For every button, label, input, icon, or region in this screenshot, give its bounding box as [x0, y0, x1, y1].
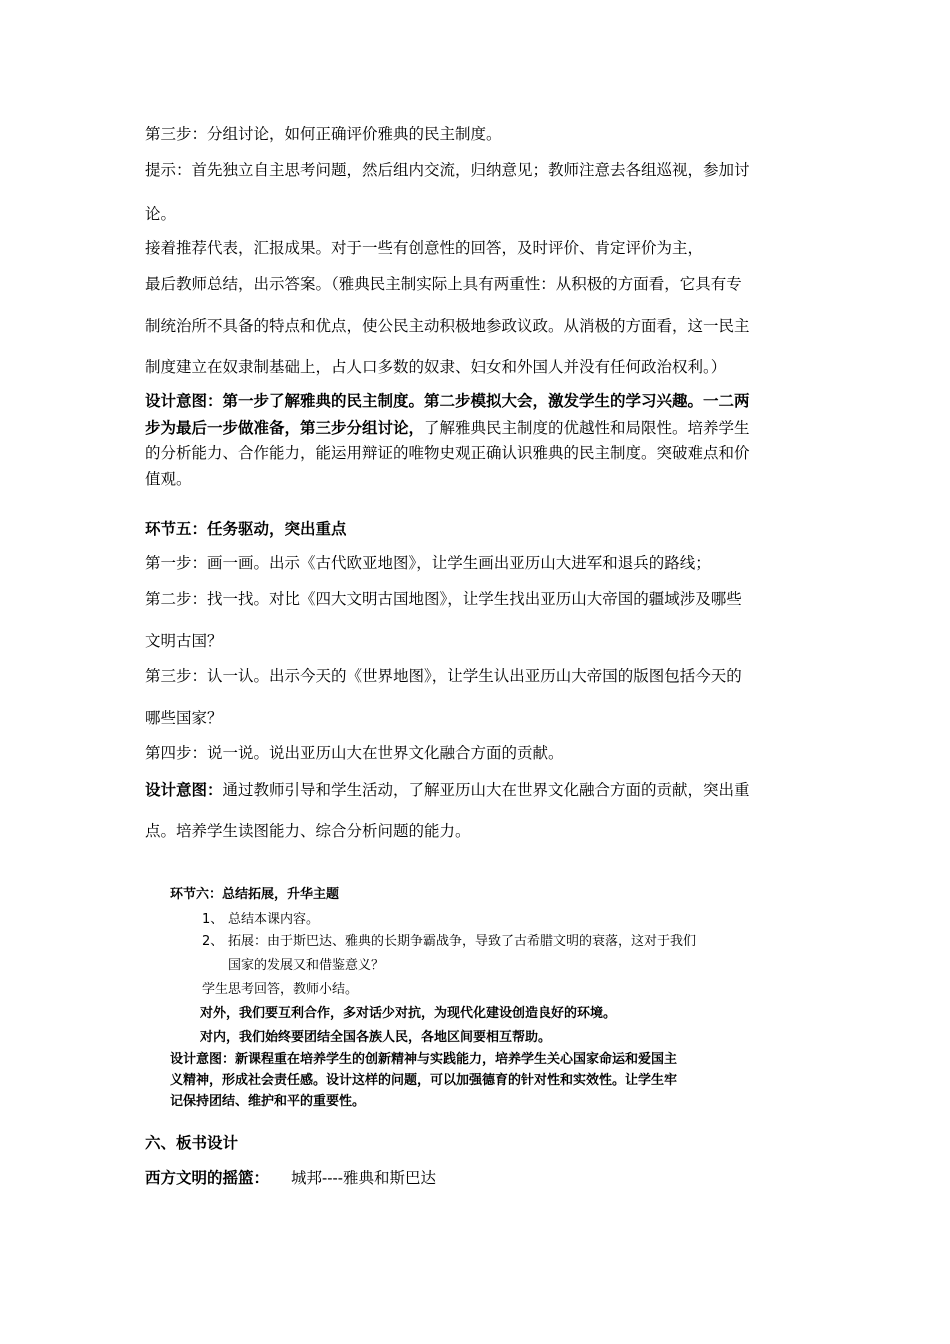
section6-item1-number: 1、 [202, 912, 224, 927]
paragraph-step3: 第三步：分组讨论，如何正确评价雅典的民主制度。 [145, 125, 502, 143]
section5-design-label: 设计意图： [145, 780, 223, 799]
design-intent-1-line2-bold: 步为最后一步做准备，第三步分组讨论， [145, 418, 425, 437]
paragraph-report: 接着推荐代表，汇报成果。对于一些有创意性的回答，及时评价、肯定评价为主， [145, 239, 704, 257]
hint-line2-text: 论。 [145, 205, 177, 223]
design-intent-1-line3: 的分析能力、合作能力，能运用辩证的唯物史观正确认识雅典的民主制度。突破难点和价 [145, 444, 750, 462]
section5-step4: 第四步：说一说。说出亚历山大在世界文化融合方面的贡献。 [145, 744, 564, 762]
section6-item1: 总结本课内容。 [228, 912, 320, 927]
section5-heading: 环节五：任务驱动，突出重点 [145, 519, 347, 538]
section6-heading: 环节六：总结拓展，升华主题 [170, 887, 340, 902]
section6-design-line1: 设计意图：新课程重在培养学生的创新精神与实践能力，培养学生关心国家命运和爱国主 [170, 1052, 678, 1067]
design-intent-1-line2-normal: 了解雅典民主制度的优越性和局限性。培养学生 [424, 419, 750, 437]
section6-design-line3: 记保持团结、维护和平的重要性。 [170, 1094, 366, 1109]
section5-design-line2: 点。培养学生读图能力、综合分析问题的能力。 [145, 822, 471, 840]
board-value: 城邦----雅典和斯巴达 [291, 1169, 436, 1187]
section6-answer: 学生思考回答，教师小结。 [202, 982, 359, 997]
paragraph-hint-line2 [145, 207, 176, 223]
board-label: 西方文明的摇篮： [145, 1168, 270, 1187]
paragraph-summary-line1: 最后教师总结，出示答案。（雅典民主制实际上具有两重性：从积极的方面看，它具有专 [145, 275, 742, 293]
section5-design-text: 通过教师引导和学生活动，了解亚历山大在世界文化融合方面的贡献，突出重 [222, 781, 750, 799]
design-intent-1-line2 [145, 420, 750, 437]
paragraph-summary-line3: 制度建立在奴隶制基础上，占人口多数的奴隶、妇女和外国人并没有任何政治权利。） [145, 358, 727, 376]
section6-item2-number: 2、 [202, 934, 224, 949]
section5-step1: 第一步：画一画。出示《古代欧亚地图》，让学生画出亚历山大进军和退兵的路线； [145, 554, 711, 572]
section5-step3-line2: 哪些国家？ [145, 709, 223, 727]
section5-design-line1 [145, 782, 750, 799]
paragraph-summary-line2: 制统治所不具备的特点和优点，使公民主动积极地参政议政。从消极的方面看，这一民主 [145, 317, 750, 335]
section6-internal: 对内，我们始终要团结全国各族人民，各地区间要相互帮助。 [200, 1030, 552, 1045]
design-intent-1-line1: 设计意图：第一步了解雅典的民主制度。第二步模拟大会，激发学生的学习兴趣。一二两 [145, 391, 750, 410]
section6-design-line2: 义精神，形成社会责任感。设计这样的问题，可以加强德育的针对性和实效性。让学生牢 [170, 1073, 678, 1088]
board-design-line [145, 1170, 436, 1187]
section6-item2-line2: 国家的发展又和借鉴意义？ [228, 958, 385, 973]
section5-step2-line1: 第二步：找一找。对比《四大文明古国地图》，让学生找出亚历山大帝国的疆域涉及哪些 [145, 590, 742, 608]
section6-item2-line1: 拓展：由于斯巴达、雅典的长期争霸战争，导致了古希腊文明的衰落，这对于我们 [228, 934, 697, 949]
section6-external: 对外，我们要互利合作，多对话少对抗，为现代化建设创造良好的环境。 [200, 1006, 617, 1021]
section5-step3-line1: 第三步：认一认。出示今天的《世界地图》，让学生认出亚历山大帝国的版图包括今天的 [145, 667, 742, 685]
design-intent-1-line4: 值观。 [145, 470, 192, 488]
section5-step2-line2: 文明古国？ [145, 632, 223, 650]
board-heading: 六、板书设计 [145, 1133, 239, 1152]
paragraph-hint-line1: 提示：首先独立自主思考问题，然后组内交流，归纳意见；教师注意去各组巡视，参加讨 [145, 161, 750, 179]
